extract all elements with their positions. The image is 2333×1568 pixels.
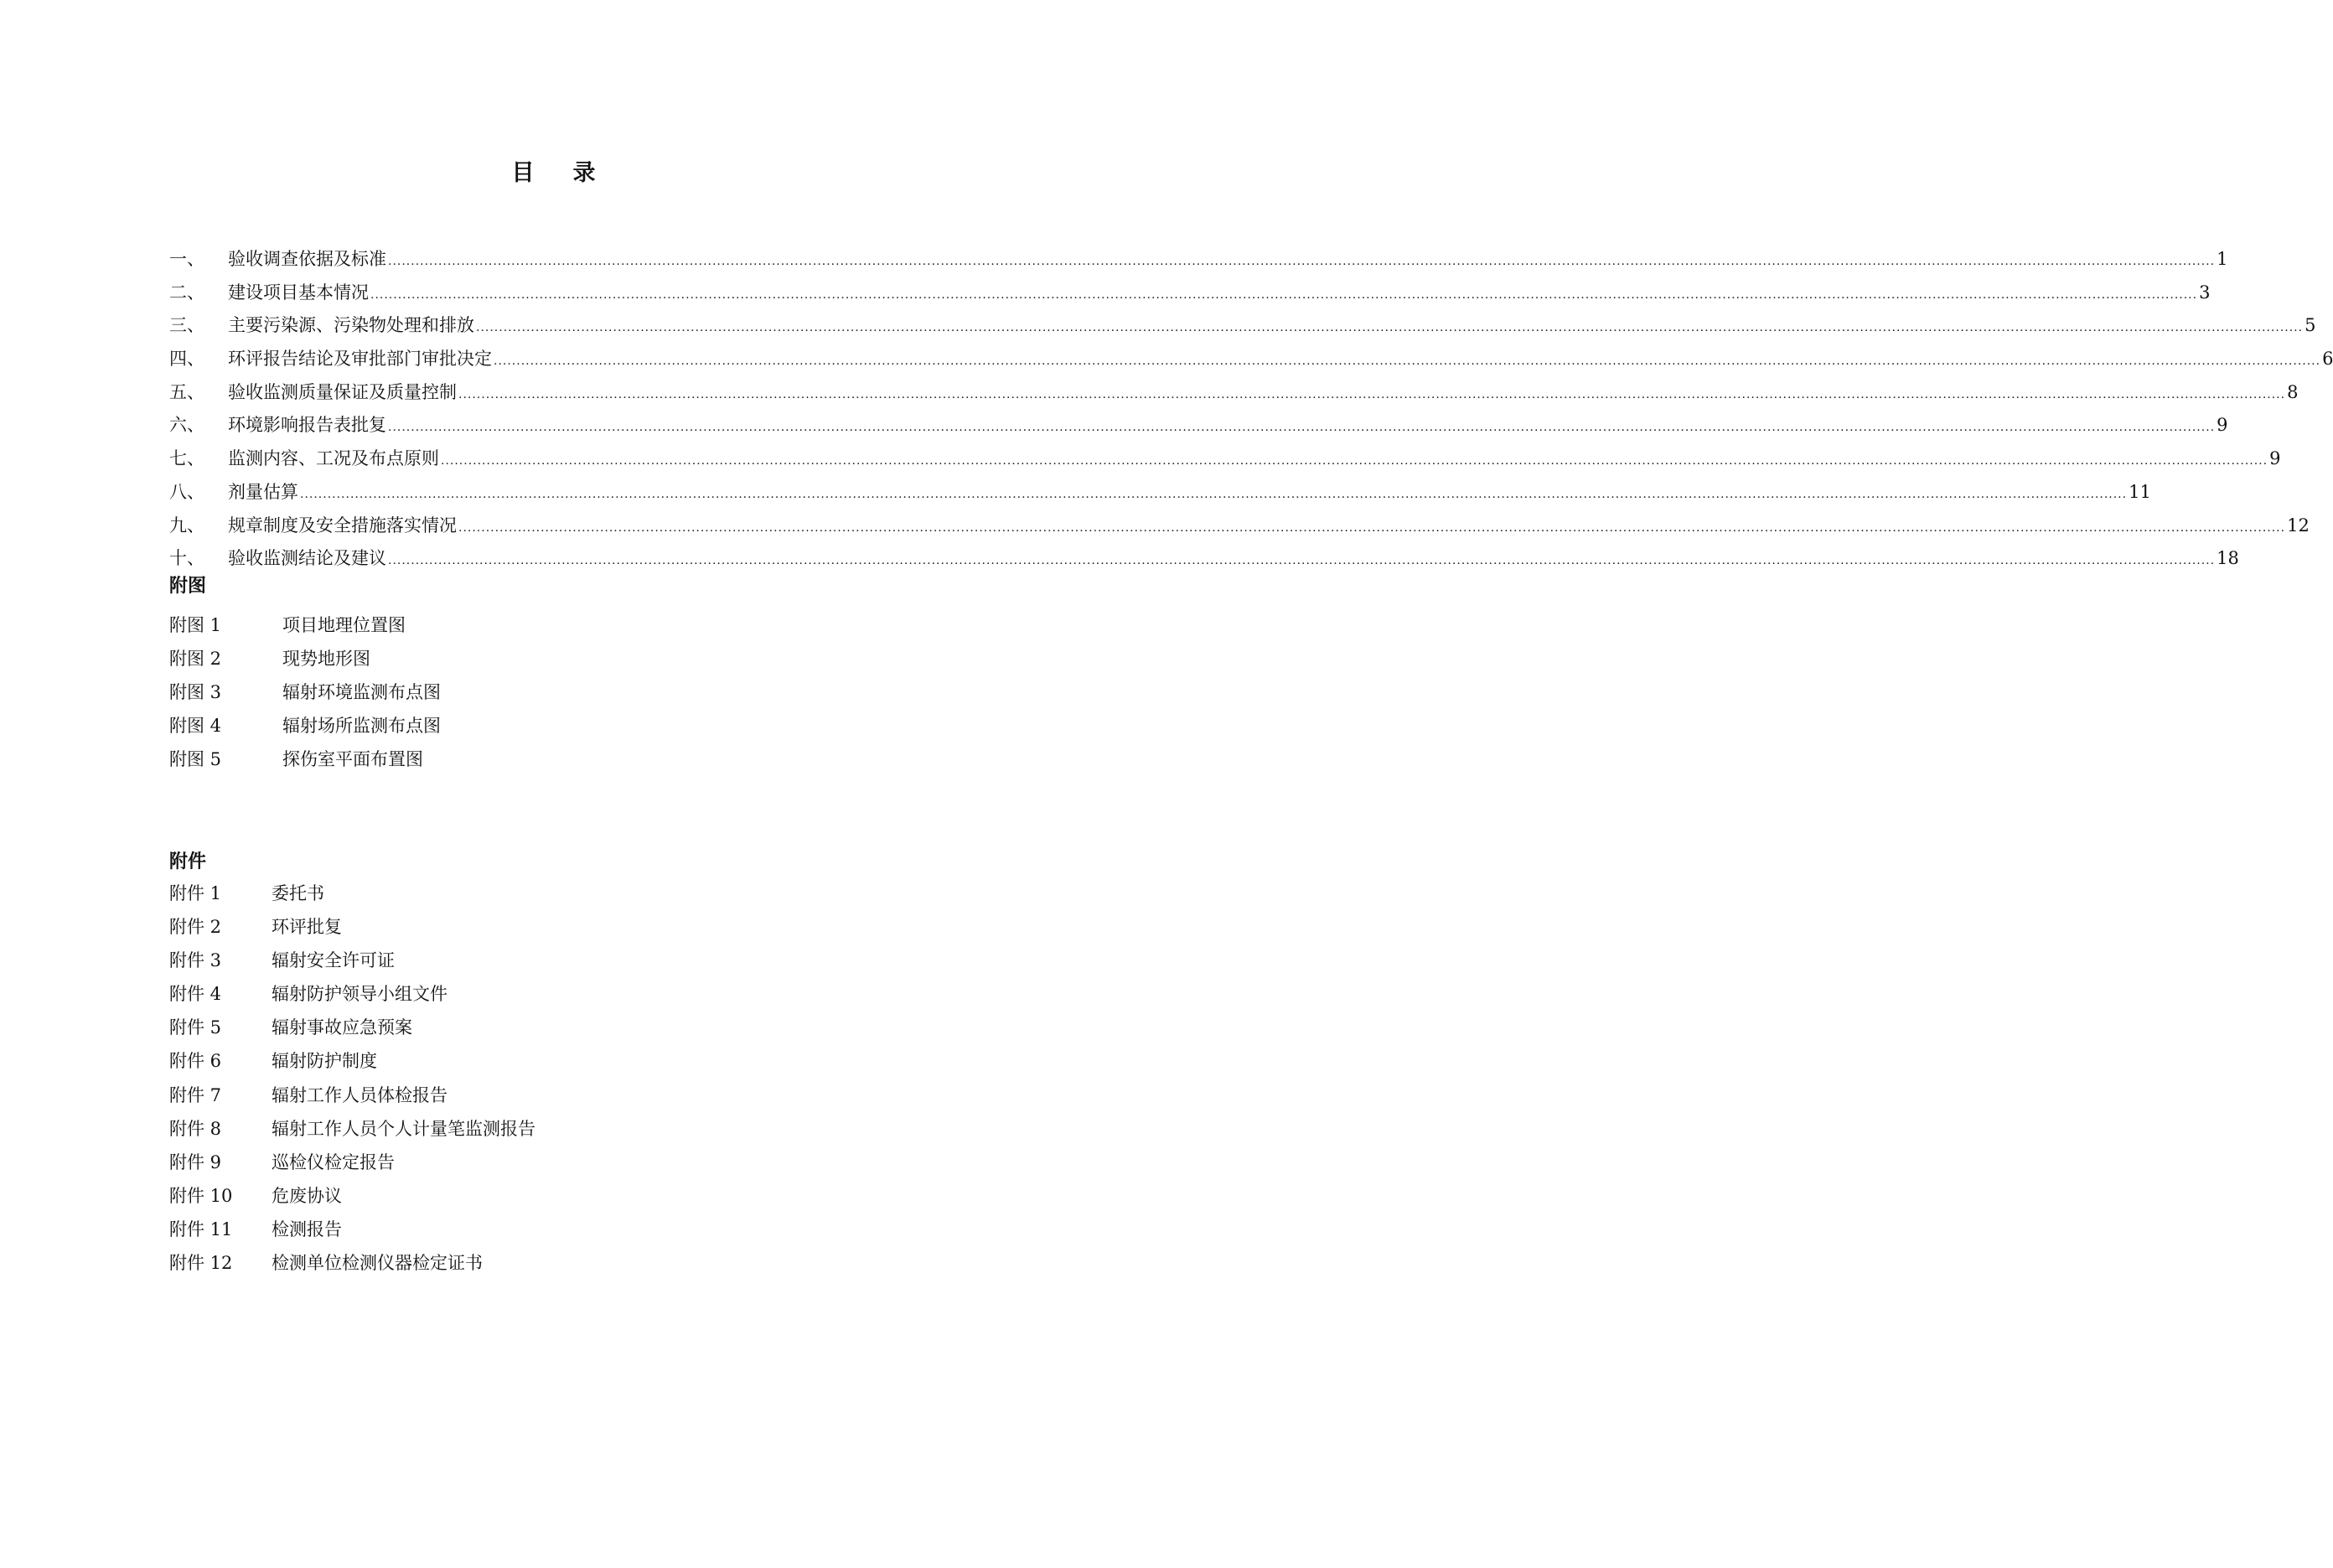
figure-item-label: 附图 4: [169, 716, 222, 737]
toc-entry-page: 12: [2287, 515, 2310, 536]
toc-entry-number: 九、: [169, 515, 204, 536]
figure-item-title: 辐射环境监测布点图: [282, 682, 441, 703]
figure-item-title: 探伤室平面布置图: [282, 749, 423, 770]
figure-item-title: 辐射场所监测布点图: [282, 716, 441, 737]
toc-leader-dots: ................................................................................................................................................................................................................................................................................................................................................................................................................: [388, 421, 2216, 435]
attachment-item-title: 辐射事故应急预案: [272, 1017, 412, 1038]
figure-item-label: 附图 3: [169, 682, 222, 703]
toc-entry[interactable]: [169, 376, 2299, 410]
figures-heading: 附图: [169, 575, 207, 597]
figure-item: [169, 675, 441, 709]
attachment-item-label: 附件 7: [169, 1084, 222, 1105]
toc-leader-dots: ................................................................................................................................................................................................................................................................................................................................................................................................................: [476, 321, 2304, 335]
attachment-item-label: 附件 1: [169, 883, 222, 903]
figure-item: [169, 608, 441, 642]
toc-entry-number: 六、: [169, 415, 204, 436]
toc-entry-page: 9: [2269, 448, 2281, 469]
figure-item: [169, 709, 441, 743]
toc-entry-title: 验收监测质量保证及质量控制: [228, 381, 457, 402]
figure-item-label: 附图 1: [169, 615, 222, 635]
attachments-heading: 附件: [169, 851, 207, 872]
figure-item-title: 现势地形图: [282, 649, 370, 670]
toc-entry-page: 1: [2217, 249, 2228, 269]
figure-item: [169, 642, 441, 675]
attachment-item-title: 辐射工作人员个人计量笔监测报告: [272, 1118, 535, 1139]
attachment-item-title: 环评批复: [272, 917, 342, 938]
attachment-item-label: 附件 12: [169, 1253, 233, 1274]
attachment-item: [169, 1112, 535, 1146]
toc-leader-dots: ................................................................................................................................................................................................................................................................................................................................................................................................................: [388, 554, 2216, 568]
attachment-item: [169, 944, 535, 977]
toc-entry[interactable]: [169, 343, 2333, 376]
toc-entry[interactable]: [169, 309, 2316, 343]
attachment-item-label: 附件 3: [169, 950, 222, 971]
toc-leader-dots: ................................................................................................................................................................................................................................................................................................................................................................................................................: [441, 454, 2268, 468]
toc-entry-page: 11: [2129, 481, 2151, 502]
attachment-item-label: 附件 4: [169, 984, 222, 1005]
toc-entry-number: 二、: [169, 282, 204, 303]
toc-entry-page: 3: [2199, 282, 2211, 303]
toc-entry-page: 6: [2322, 349, 2333, 370]
toc-leader-dots: ................................................................................................................................................................................................................................................................................................................................................................................................................: [300, 487, 2128, 501]
attachment-item: [169, 1246, 535, 1280]
attachment-item: [169, 1213, 535, 1246]
attachment-item-title: 辐射工作人员体检报告: [272, 1084, 447, 1105]
toc-entry-page: 18: [2217, 548, 2239, 569]
toc-entry-number: 三、: [169, 315, 204, 336]
attachment-item: [169, 1079, 535, 1112]
attachment-item: [169, 977, 535, 1011]
attachment-item: [169, 1146, 535, 1179]
attachment-item-title: 辐射防护领导小组文件: [272, 984, 447, 1005]
toc-entry[interactable]: [169, 243, 2228, 277]
toc-entry[interactable]: [169, 442, 2281, 476]
attachment-item-label: 附件 2: [169, 917, 222, 938]
toc-leader-dots: ................................................................................................................................................................................................................................................................................................................................................................................................................: [458, 387, 2286, 401]
toc-entry-page: 5: [2305, 315, 2316, 336]
toc-entry[interactable]: [169, 510, 2310, 543]
toc-entry-title: 监测内容、工况及布点原则: [228, 448, 439, 469]
toc-entry-title: 剂量估算: [228, 481, 298, 502]
page-title-left: 目: [511, 160, 536, 186]
attachment-item-label: 附件 10: [169, 1185, 233, 1206]
toc-leader-dots: ................................................................................................................................................................................................................................................................................................................................................................................................................: [458, 520, 2286, 535]
toc-entry-title: 主要污染源、污染物处理和排放: [228, 315, 474, 336]
toc-entry[interactable]: [169, 476, 2151, 510]
toc-entry-number: 十、: [169, 548, 204, 569]
table-of-contents: [169, 243, 2333, 576]
attachment-item-title: 委托书: [272, 883, 324, 903]
toc-entry-number: 一、: [169, 249, 204, 269]
attachment-item-title: 巡检仪检定报告: [272, 1151, 395, 1172]
figure-item: [169, 743, 441, 776]
attachment-item: [169, 877, 535, 910]
figure-item-title: 项目地理位置图: [282, 615, 406, 635]
toc-entry-page: 8: [2287, 381, 2299, 402]
attachment-item-label: 附件 6: [169, 1051, 222, 1072]
toc-entry[interactable]: [169, 277, 2211, 310]
attachment-item-label: 附件 8: [169, 1118, 222, 1139]
toc-entry-title: 规章制度及安全措施落实情况: [228, 515, 457, 536]
toc-entry-title: 环评报告结论及审批部门审批决定: [228, 349, 492, 370]
page-title: [0, 154, 1109, 187]
toc-entry[interactable]: [169, 542, 2239, 576]
attachments-list: [169, 877, 535, 1280]
figures-list: [169, 608, 441, 776]
toc-entry-number: 七、: [169, 448, 204, 469]
attachment-item-title: 辐射防护制度: [272, 1051, 377, 1072]
attachment-item-title: 检测报告: [272, 1219, 342, 1239]
attachment-item: [169, 910, 535, 944]
toc-entry-number: 四、: [169, 349, 204, 370]
attachment-item-label: 附件 5: [169, 1017, 222, 1038]
toc-entry-title: 环境影响报告表批复: [228, 415, 386, 436]
toc-entry-number: 八、: [169, 481, 204, 502]
figure-item-label: 附图 5: [169, 749, 222, 770]
toc-entry[interactable]: [169, 409, 2228, 442]
figure-item-label: 附图 2: [169, 649, 222, 670]
page-title-right: 录: [572, 160, 597, 186]
toc-leader-dots: ................................................................................................................................................................................................................................................................................................................................................................................................................: [494, 354, 2321, 369]
toc-entry-page: 9: [2217, 415, 2228, 436]
attachment-item-title: 辐射安全许可证: [272, 950, 395, 971]
toc-leader-dots: ................................................................................................................................................................................................................................................................................................................................................................................................................: [370, 287, 2198, 302]
attachment-item-title: 危废协议: [272, 1185, 342, 1206]
toc-entry-title: 验收调查依据及标准: [228, 249, 386, 269]
attachment-item-label: 附件 9: [169, 1151, 222, 1172]
attachment-item-label: 附件 11: [169, 1219, 233, 1239]
attachment-item-title: 检测单位检测仪器检定证书: [272, 1253, 483, 1274]
toc-leader-dots: ................................................................................................................................................................................................................................................................................................................................................................................................................: [388, 255, 2216, 268]
toc-entry-number: 五、: [169, 381, 204, 402]
attachment-item: [169, 1179, 535, 1213]
toc-entry-title: 建设项目基本情况: [228, 282, 369, 303]
attachment-item: [169, 1044, 535, 1078]
toc-entry-title: 验收监测结论及建议: [228, 548, 386, 569]
attachment-item: [169, 1011, 535, 1044]
